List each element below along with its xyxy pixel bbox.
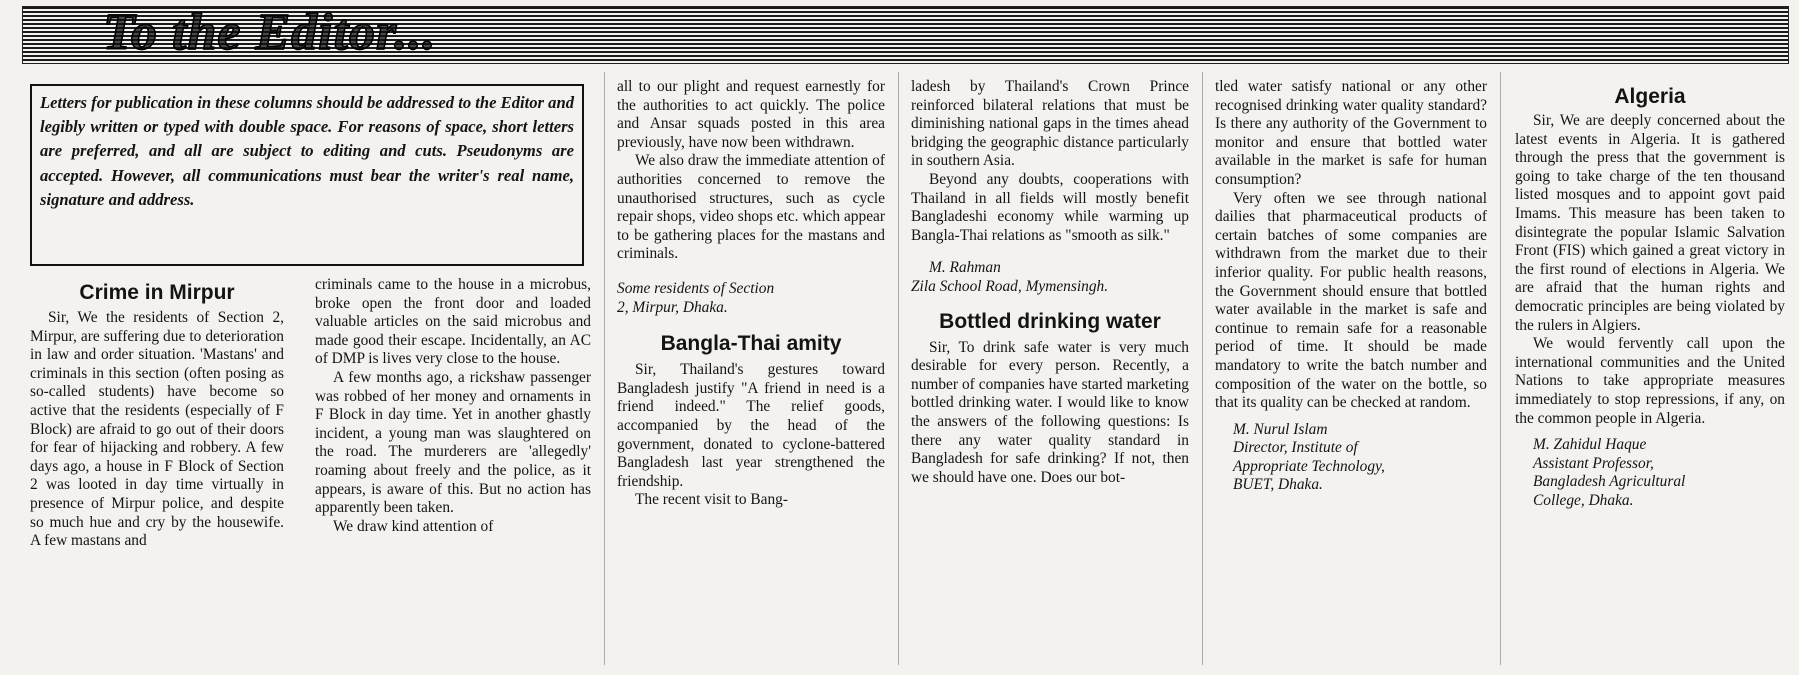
column-6 — [1515, 84, 1785, 510]
column-2 — [315, 276, 591, 536]
column-divider — [604, 72, 605, 665]
signature-line: BUET, Dhaka. — [1233, 476, 1323, 494]
letter-title-mirpur: Crime in Mirpur — [79, 281, 235, 304]
letter-paragraph: We also draw the immediate attention of authorities concerned to remove the unauthorised structures, such as cycle repair shops, video shops etc. which appear to be gathering places for the mastans and criminals. — [617, 152, 885, 263]
page-title: To the Editor... — [103, 4, 437, 61]
header-banner — [22, 6, 1789, 64]
letter-paragraph: ladesh by Thailand's Crown Prince reinforced bilateral relations that must be diminishing national gaps in the times ahead bridging the geographic distance particularly in southern Asia. — [911, 78, 1189, 170]
letter-paragraph: A few months ago, a rickshaw passenger was robbed of her money and ornaments in F Block in day time. Yet in another ghastly incident, a young man was slaughtered on the road. The murderers are 'allegedly' roaming about freely and the police, as it appears, is aware of this. But no action has apparently been taken. — [315, 368, 591, 517]
column-divider — [1500, 72, 1501, 665]
signature-line: Zila School Road, Mymensingh. — [911, 277, 1109, 295]
letter-paragraph: tled water satisfy national or any other recognised drinking water quality standard? Is there any authority of the Government to monitor and ensure that bottled water available in the market is safe for human consumption? — [1215, 78, 1487, 188]
letter-paragraph: Sir, We are deeply concerned about the latest events in Algeria. It is gathered through the press that the government is going to take charge of the ten thousand listed mosques and to appoint govt paid Imams. This measure has been taken to disintegrate the popular Islamic Salvation Front (FIS) which gained a great victory in the first round of elections in Algeria. We are afraid that the human rights and democratic principles are being violated by the rulers in Algiers. — [1515, 112, 1785, 334]
letter-paragraph: Very often we see through national dailies that pharmaceutical products of certain batches of some companies are withdrawn from the market due to their inferior quality. For public health reasons, the Government should ensure that bottled water available in the market is safe and continue to remain safe for a reasonable period of time. It should be made mandatory to write the batch number and composition of the water on the bottle, so that its quality can be checked at random. — [1215, 189, 1487, 412]
letter-paragraph: all to our plight and request earnestly for the authorities to act quickly. The police and Ansar squads posted in this area previously, have now been withdrawn. — [617, 78, 885, 151]
signature-line: College, Dhaka. — [1533, 491, 1634, 509]
letter-paragraph: Sir, Thailand's gestures toward Bangladesh justify "A friend in need is a friend indeed." The relief goods, accompanied by the head of the government, donated to cyclone-battered Bangladesh last year strengthened the friendship. — [617, 361, 885, 490]
letter-paragraph: criminals came to the house in a microbus, broke open the front door and loaded valuable articles on the said microbus and made good their escape. Incidentally, an AC of DMP is lives very close to the house. — [315, 276, 591, 368]
letter-paragraph: The recent visit to Bang- — [635, 491, 789, 509]
letter-title-thai: Bangla-Thai amity — [660, 332, 842, 356]
signature-line: Some residents of Section — [617, 279, 775, 297]
letter-title-algeria: Algeria — [1614, 85, 1686, 108]
letter-paragraph: We would fervently call upon the international communities and the United Nations to take appropriate measures immediately to stop repressions, if any, on the common people in Algeria. — [1515, 335, 1785, 427]
letter-paragraph: Sir, We the residents of Section 2, Mirpur, are suffering due to deterioration in law and order situation. 'Mastans' and criminals in this section (often posing as so-called students) have become so active that the residents (especially of F Block) are afraid to go out of their doors for fear of hijacking and robbery. A few days ago, a house in F Block of Section 2 was looted in day time virtually in presence of Mirpur police, and despite so much hue and cry by the housewife. A few mastans and — [30, 309, 284, 550]
letter-paragraph: We draw kind attention of — [333, 517, 494, 535]
letter-title-water: Bottled drinking water — [939, 309, 1161, 333]
letter-paragraph: Sir, To drink safe water is very much desirable for every person. Recently, a number of companies have started marketing bottled drinking water. I would like to know the answers of the following questions: Is there any water quality standard in Bangladesh for safe drinking? If not, then we should have one. Does our bot- — [911, 338, 1189, 486]
signature-line: Director, Institute of — [1233, 439, 1358, 457]
column-4 — [911, 78, 1189, 487]
column-3 — [617, 78, 885, 510]
signature-line: Bangladesh Agricultural — [1533, 473, 1686, 491]
signature-line: Assistant Professor, — [1533, 454, 1654, 472]
signature-name: M. Rahman — [929, 259, 1001, 277]
editor-notice-box: Letters for publication in these columns should be addressed to the Editor and legibly written or typed with double space. For reasons of space, short letters are preferred, and all are subject to editing and cuts. Pseudonyms are accepted. However, all communications must bear the writer's real name, signature and address. — [30, 84, 584, 266]
signature-name: M. Nurul Islam — [1233, 420, 1328, 438]
column-divider — [898, 72, 899, 665]
signature-line: Appropriate Technology, — [1233, 457, 1385, 475]
letter-paragraph: Beyond any doubts, cooperations with Thailand in all fields will mostly benefit Bangladeshi economy while warming up Bangla-Thai relations as "smooth as silk." — [911, 170, 1189, 244]
column-5 — [1215, 78, 1487, 495]
column-divider — [1202, 72, 1203, 665]
signature-name: M. Zahidul Haque — [1533, 436, 1647, 454]
signature-line: 2, Mirpur, Dhaka. — [617, 298, 728, 316]
column-1 — [30, 280, 284, 551]
